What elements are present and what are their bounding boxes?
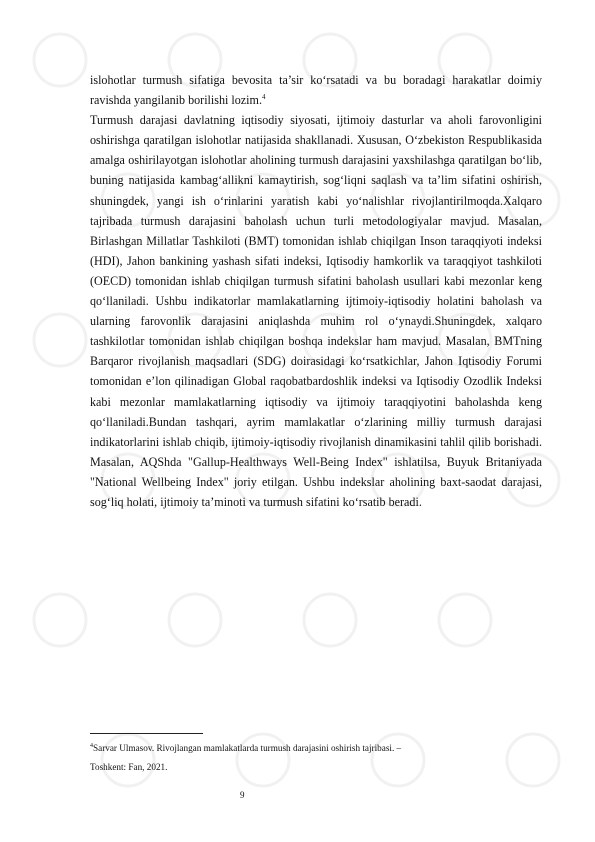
- page-body: [90, 70, 542, 512]
- footnote-text: Sarvar Ulmasov. Rivojlangan mamlakatlarda turmush darajasini oshirish tajribasi. –: [93, 743, 402, 753]
- footnote-line-1: [90, 739, 542, 758]
- footnote-line-2: Toshkent: Fan, 2021.: [90, 762, 168, 772]
- footnote-marker: 4: [90, 742, 93, 749]
- footnote-reference[interactable]: 4: [261, 93, 266, 102]
- paragraph-intro-text: islohotlar turmush sifatiga bevosita ta’sir ko‘rsatadi va bu boradagi harakatlar doimiy ravishda yangilanib borilishi lozim.: [90, 73, 542, 108]
- paragraph-main: Turmush darajasi davlatning iqtisodiy siyosati, ijtimoiy dasturlar va aholi farovonligini oshirishga qaratilgan islohotlar natijasida shakllanadi. Xususan, O‘zbekiston Respublikasida amalga oshirilayotgan islohotlar aholining turmush darajasini yaxshilashga qaratilgan bo‘lib, buning natijasida kambag‘allikni kamaytirish, sog‘liqni saqlash va ta’lim sifatini oshirish, shuningdek, yangi ish o‘rinlarini yaratish kabi yo‘nalishlar rivojlantirilmoqda.Xalqaro tajribada turmush darajasini baholash uchun turli metodologiyalar mavjud. Masalan, Birlashgan Millatlar Tashkiloti (BMT) tomonidan ishlab chiqilgan Inson taraqqiyoti indeksi (HDI), Jahon bankining yashash sifati indeksi, Iqtisodiy hamkorlik va taraqqiyot tashkiloti (OECD) tomonidan ishlab chiqilgan turmush sifatini baholash usullari kabi mezonlar keng qo‘llaniladi. Ushbu indikatorlar mamlakatlarning ijtimoiy-iqtisodiy holatini baholash va ularning farovonlik darajasini aniqlashda muhim rol o‘ynaydi.Shuningdek, xalqaro tashkilotlar tomonidan ishlab chiqilgan boshqa indekslar ham mavjud. Masalan, BMTning Barqaror rivojlanish maqsadlari (SDG) doirasidagi ko‘rsatkichlar, Jahon Iqtisodiy Forumi tomonidan e’lon qilinadigan Global raqobatbardoshlik indeksi va Iqtisodiy Ozodlik Indeksi kabi mezonlar mamlakatlarning iqtisodiy va ijtimoiy taraqqiyotini baholashda keng qo‘llaniladi.Bundan tashqari, ayrim mamlakatlar o‘zlarining milliy turmush darajasi indikatorlarini ishlab chiqib, ijtimoiy-iqtisodiy rivojlanish dinamikasini tahlil qilib borishadi. Masalan, AQShda "Gallup-Healthways Well-Being Index" ishlatilsa, Buyuk Britaniyada "National Wellbeing Index" joriy etilgan. Ushbu indekslar aholining baxt-saodat darajasi, sog‘liq holati, ijtimoiy ta’minoti va turmush sifatini ko‘rsatib beradi.: [90, 113, 542, 509]
- page-number: 9: [240, 790, 245, 800]
- paragraph-intro: [90, 70, 542, 110]
- footnote-divider: [90, 733, 203, 734]
- footnote: [90, 739, 542, 777]
